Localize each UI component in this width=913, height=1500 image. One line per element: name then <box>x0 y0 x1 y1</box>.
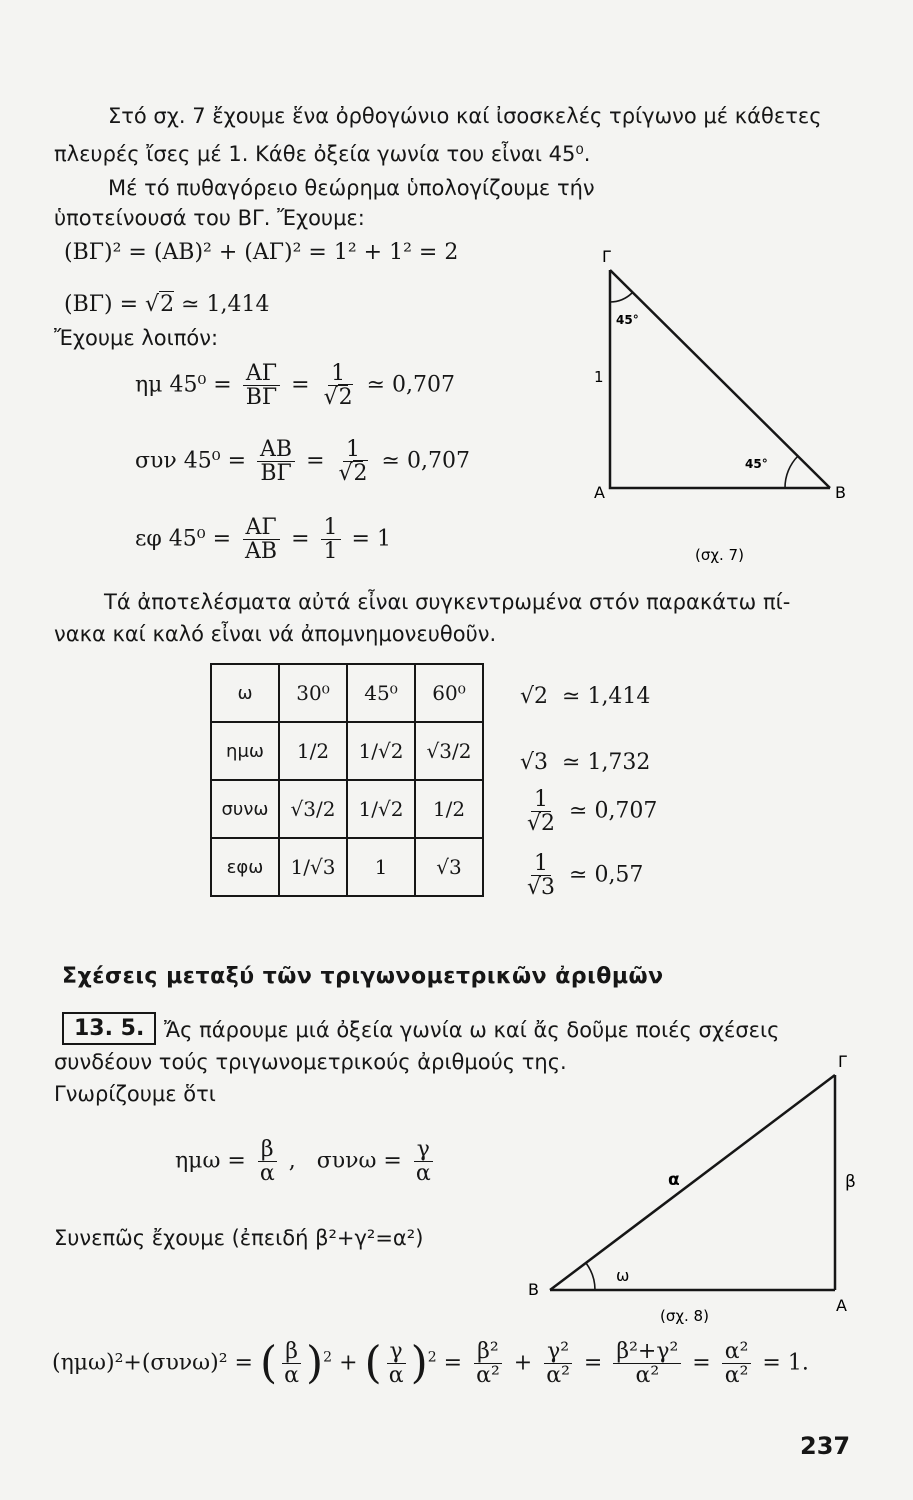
angle-omega-label: ω <box>616 1266 630 1285</box>
table-cell: 1/√2 <box>347 722 415 780</box>
bottom-angle-arc <box>785 456 798 488</box>
bottom-angle-label: 45° <box>745 457 768 471</box>
fraction-numerator: 1 <box>531 852 551 876</box>
section-number: 13. 5. <box>62 1012 156 1045</box>
table-row <box>211 838 483 896</box>
approx-sqrt2 <box>520 684 650 709</box>
table-cell: εφω <box>211 838 279 896</box>
vertex-beta-label: Β <box>835 483 846 502</box>
table-cell: 1/√3 <box>279 838 347 896</box>
top-angle-arc <box>610 293 632 302</box>
table-cell: ημω <box>211 722 279 780</box>
side-beta-label: β <box>845 1172 856 1192</box>
fraction-denominator: ΒΓ <box>260 461 292 487</box>
gamma-over-alpha <box>386 1340 407 1387</box>
sin45-root-fraction <box>321 362 356 409</box>
approx-value: ≃ 1,414 <box>562 684 651 709</box>
alpha-sq-over-alpha-sq <box>722 1340 752 1387</box>
comma: , <box>288 1148 296 1174</box>
sin-label: ημω = <box>175 1148 246 1174</box>
cos45-equation <box>135 438 470 485</box>
inv-sqrt2-fraction <box>524 788 558 835</box>
approx-value: ≃ 0,707 <box>381 448 470 474</box>
definitions-equation <box>175 1138 438 1185</box>
vertex-alpha-label: Α <box>836 1296 847 1315</box>
tan45-equation <box>135 516 391 563</box>
approx-value: ≃ 0,57 <box>569 862 644 888</box>
top-angle-label: 45° <box>616 313 639 327</box>
fraction-numerator: γ <box>387 1340 406 1364</box>
approx-value: ≃ 0,707 <box>366 372 456 398</box>
table-header-row <box>211 664 483 722</box>
page-number: 237 <box>800 1432 851 1460</box>
figure-7-caption: (σχ. 7) <box>695 546 744 564</box>
radicand: 2 <box>160 292 175 317</box>
figure-8-triangle <box>520 1045 860 1335</box>
sin45-label: ημ 45⁰ = <box>135 372 232 398</box>
intro-line-1: Στό σχ. 7 ἔχουμε ἕνα ὀρθογώνιο καί ἰσοσκελές τρίγωνο μέ κάθετες <box>108 104 822 128</box>
table-cell: 1/√2 <box>347 780 415 838</box>
radicand: 2 <box>353 461 368 487</box>
left-paren: ( <box>259 1337 278 1389</box>
equation-hypotenuse-squared: (ΒΓ)² = (ΑΒ)² + (ΑΓ)² = 1² + 1² = 2 <box>64 240 459 265</box>
beta-over-alpha <box>281 1340 302 1387</box>
table-cell: ω <box>211 664 279 722</box>
fraction-numerator: γ² <box>544 1340 572 1364</box>
cos-label: συνω = <box>316 1148 402 1174</box>
fraction-numerator: 1 <box>328 362 348 386</box>
fraction-denominator: √2 <box>338 461 368 487</box>
intro-line-2: πλευρές ἴσες μέ 1. Κάθε ὀξεία γωνία του εἶναι 45⁰. <box>54 142 591 166</box>
section-line-3: Γνωρίζουμε ὅτι <box>54 1082 216 1106</box>
equals-sign: = <box>291 372 310 398</box>
table-cell: συνω <box>211 780 279 838</box>
vertex-beta-label: Β <box>528 1280 539 1299</box>
table-row <box>211 722 483 780</box>
fraction-numerator: 1 <box>531 788 551 812</box>
cos-fraction <box>413 1138 434 1185</box>
table-row <box>211 780 483 838</box>
fraction-numerator: ΑΓ <box>243 516 280 540</box>
intro-line-3: Μέ τό πυθαγόρειο θεώρημα ὑπολογίζουμε τήν <box>108 176 595 200</box>
exponent: 2 <box>323 1349 333 1366</box>
exponent: 2 <box>427 1349 437 1366</box>
fraction-denominator: α <box>388 1363 404 1389</box>
equals-sign: = <box>692 1350 711 1376</box>
fraction-denominator: α² <box>476 1363 500 1389</box>
approx-sqrt3 <box>520 750 650 775</box>
table-cell: 1/2 <box>279 722 347 780</box>
triangle-hypotenuse <box>610 270 830 488</box>
fraction-denominator: α <box>259 1161 275 1187</box>
equals-sign: = <box>443 1350 463 1376</box>
sum-over-alpha-sq <box>613 1340 681 1387</box>
angle-omega-arc <box>586 1263 595 1290</box>
fraction-numerator: ΑΓ <box>243 362 280 386</box>
table-cell: 30⁰ <box>279 664 347 722</box>
approx-value: ≃ 0,707 <box>569 798 658 824</box>
table-cell: √3/2 <box>279 780 347 838</box>
table-cell: 60⁰ <box>415 664 483 722</box>
equals-sign: = <box>306 448 325 474</box>
fraction-numerator: β <box>282 1340 301 1364</box>
vertex-alpha-label: Α <box>594 483 605 502</box>
side-length-label: 1 <box>594 368 604 386</box>
approx-symbol: √3 <box>520 750 549 775</box>
section-line-1: Ἄς πάρουμε μιά ὀξεία γωνία ω καί ἄς δοῦμε ποιές σχέσεις <box>164 1018 780 1042</box>
table-cell: 1/2 <box>415 780 483 838</box>
fraction-denominator: ΑΒ <box>245 539 278 565</box>
fraction-denominator: α² <box>635 1363 660 1389</box>
identity-result: = 1. <box>762 1350 809 1376</box>
figure-8-caption: (σχ. 8) <box>660 1307 709 1325</box>
fraction-numerator: 1 <box>321 516 341 540</box>
summary-line-2: νακα καί καλό εἶναι νά ἀπομνημονευθοῦν. <box>54 622 497 646</box>
section-number-box <box>62 1016 156 1041</box>
vertex-gamma-label: Γ <box>838 1052 847 1071</box>
fraction-denominator: ΒΓ <box>245 385 278 411</box>
approx-inv-sqrt2 <box>520 788 657 835</box>
approx-symbol: √2 <box>520 684 549 709</box>
fraction-numerator: α² <box>722 1340 752 1364</box>
equals-sign: = <box>291 526 310 552</box>
table-cell: 45⁰ <box>347 664 415 722</box>
fraction-numerator: β²+γ² <box>613 1340 681 1364</box>
pythagorean-identity <box>52 1337 809 1389</box>
fraction-denominator: α² <box>724 1363 749 1389</box>
vertex-gamma-label: Γ <box>602 247 611 266</box>
fraction-denominator: √3 <box>527 875 556 901</box>
sin45-equation <box>135 362 455 409</box>
hypotenuse-alpha-label: α <box>668 1170 680 1190</box>
plus-sign: + <box>339 1350 358 1376</box>
intro-line-4: ὑποτείνουσά του ΒΓ. Ἔχουμε: <box>54 206 365 230</box>
identity-lhs: (ημω)²+(συνω)² = <box>52 1350 253 1376</box>
section-heading: Σχέσεις μεταξύ τῶν τριγωνομετρικῶν ἀριθμῶν <box>62 964 664 989</box>
radicand: 2 <box>338 385 353 411</box>
section-line-2: συνδέουν τούς τριγωνομετρικούς ἀριθμούς της. <box>54 1050 567 1074</box>
fraction-denominator: √2 <box>527 811 556 837</box>
approx-value: ≃ 1,732 <box>562 750 651 775</box>
triangle-hypotenuse <box>550 1075 835 1290</box>
beta-sq-over-alpha-sq <box>473 1340 503 1387</box>
plus-sign: + <box>513 1350 533 1376</box>
inv-sqrt3-fraction <box>524 852 558 899</box>
fraction-denominator: α <box>284 1363 299 1389</box>
table-cell: √3 <box>415 838 483 896</box>
trig-values-table <box>210 663 484 897</box>
equation-hypotenuse-lhs: (ΒΓ) = <box>64 292 146 317</box>
therefore-text: Ἔχουμε λοιπόν: <box>54 326 219 350</box>
fraction-denominator: α² <box>546 1363 570 1389</box>
fraction-numerator: β² <box>474 1340 502 1364</box>
approx-value: ≃ 1,414 <box>181 292 270 317</box>
sin-fraction <box>257 1138 278 1185</box>
fraction-denominator: 1 <box>323 539 338 565</box>
tan45-result: = 1 <box>351 526 391 552</box>
fraction-denominator: √2 <box>323 385 353 411</box>
fraction-numerator: γ <box>414 1138 433 1162</box>
fraction-denominator: α <box>415 1161 431 1187</box>
tan45-label: εφ 45⁰ = <box>135 526 232 552</box>
sin45-fraction <box>243 362 280 409</box>
figure-7-triangle <box>580 240 860 570</box>
fraction-numerator: 1 <box>343 438 363 462</box>
tan45-fraction <box>242 516 280 563</box>
table-cell: 1 <box>347 838 415 896</box>
tan45-one-fraction <box>321 516 341 563</box>
cos45-root-fraction <box>336 438 371 485</box>
gamma-sq-over-alpha-sq <box>543 1340 573 1387</box>
fraction-numerator: ΑΒ <box>257 438 295 462</box>
table-cell: √3/2 <box>415 722 483 780</box>
summary-line-1: Τά ἀποτελέσματα αὐτά εἶναι συγκεντρωμένα στόν παρακάτω πί- <box>104 590 791 614</box>
approx-inv-sqrt3 <box>520 852 643 899</box>
right-paren: ) <box>410 1337 428 1389</box>
equation-hypotenuse: (ΒΓ) = √2 ≃ 1,414 <box>64 292 270 317</box>
cos45-label: συν 45⁰ = <box>135 448 246 474</box>
right-paren: ) <box>306 1337 324 1389</box>
left-paren: ( <box>364 1337 382 1389</box>
hence-text: Συνεπῶς ἔχουμε (ἐπειδή β²+γ²=α²) <box>54 1226 424 1250</box>
cos45-fraction <box>257 438 295 485</box>
fraction-numerator: β <box>258 1138 277 1162</box>
equals-sign: = <box>583 1350 603 1376</box>
